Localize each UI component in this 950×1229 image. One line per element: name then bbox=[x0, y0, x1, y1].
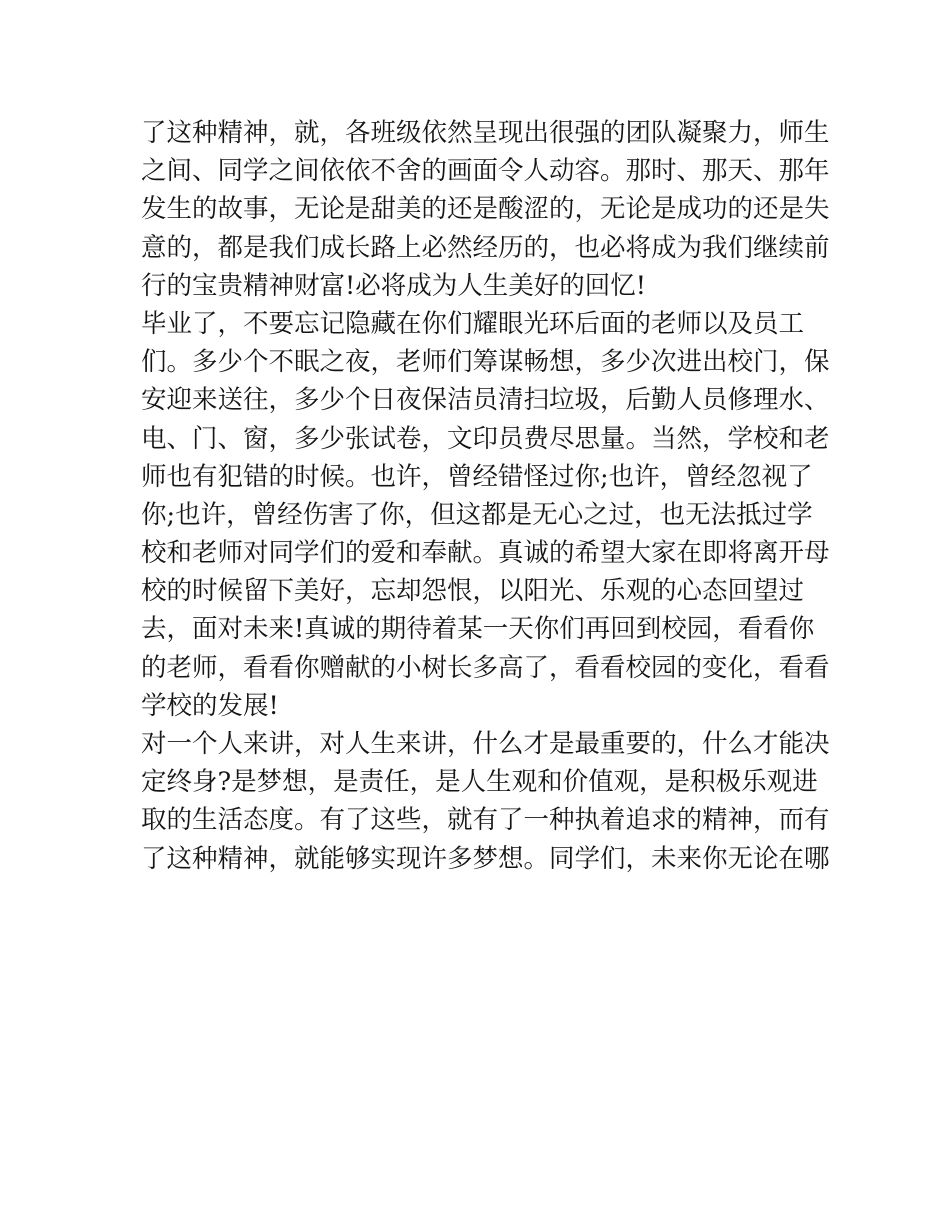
text-line: 安迎来送往，多少个日夜保洁员清扫垃圾，后勤人员修理水、 bbox=[141, 385, 830, 416]
text-line: 发生的故事，无论是甜美的还是酸涩的，无论是成功的还是失 bbox=[141, 194, 830, 225]
text-line: 你;也许，曾经伤害了你，但这都是无心之过，也无法抵过学 bbox=[141, 499, 813, 530]
text-line: 意的，都是我们成长路上必然经历的，也必将成为我们继续前 bbox=[141, 232, 830, 263]
text-line: 校和老师对同学们的爱和奉献。真诚的希望大家在即将离开母 bbox=[141, 538, 830, 569]
text-line: 之间、同学之间依依不舍的画面令人动容。那时、那天、那年 bbox=[141, 156, 830, 187]
text-line: 的老师，看看你赠献的小树长多高了，看看校园的变化，看看 bbox=[141, 652, 830, 683]
text-line: 学校的发展! bbox=[141, 690, 279, 721]
text-line: 毕业了，不要忘记隐藏在你们耀眼光环后面的老师以及员工 bbox=[141, 308, 805, 339]
text-line: 对一个人来讲，对人生来讲，什么才是最重要的，什么才能决 bbox=[141, 729, 830, 759]
document-page bbox=[141, 114, 830, 878]
text-line: 师也有犯错的时候。也许，曾经错怪过你;也许，曾经忽视了 bbox=[141, 461, 813, 492]
text-line: 了这种精神，就能够实现许多梦想。同学们，未来你无论在哪 bbox=[141, 843, 830, 874]
text-line: 去，面对未来!真诚的期待着某一天你们再回到校园，看看你 bbox=[141, 614, 815, 645]
text-line: 们。多少个不眠之夜，老师们筹谋畅想，多少次进出校门，保 bbox=[141, 347, 830, 378]
text-line: 了这种精神，就，各班级依然呈现出很强的团队凝聚力，师生 bbox=[141, 118, 830, 148]
text-line: 校的时候留下美好，忘却怨恨，以阳光、乐观的心态回望过 bbox=[141, 576, 805, 607]
text-line: 定终身?是梦想，是责任，是人生观和价值观，是积极乐观进 bbox=[141, 767, 818, 798]
text-line: 行的宝贵精神财富!必将成为人生美好的回忆! bbox=[141, 270, 646, 301]
text-line: 取的生活态度。有了这些，就有了一种执着追求的精神，而有 bbox=[141, 805, 830, 836]
text-line: 电、门、窗，多少张试卷，文印员费尽思量。当然，学校和老 bbox=[141, 423, 830, 454]
